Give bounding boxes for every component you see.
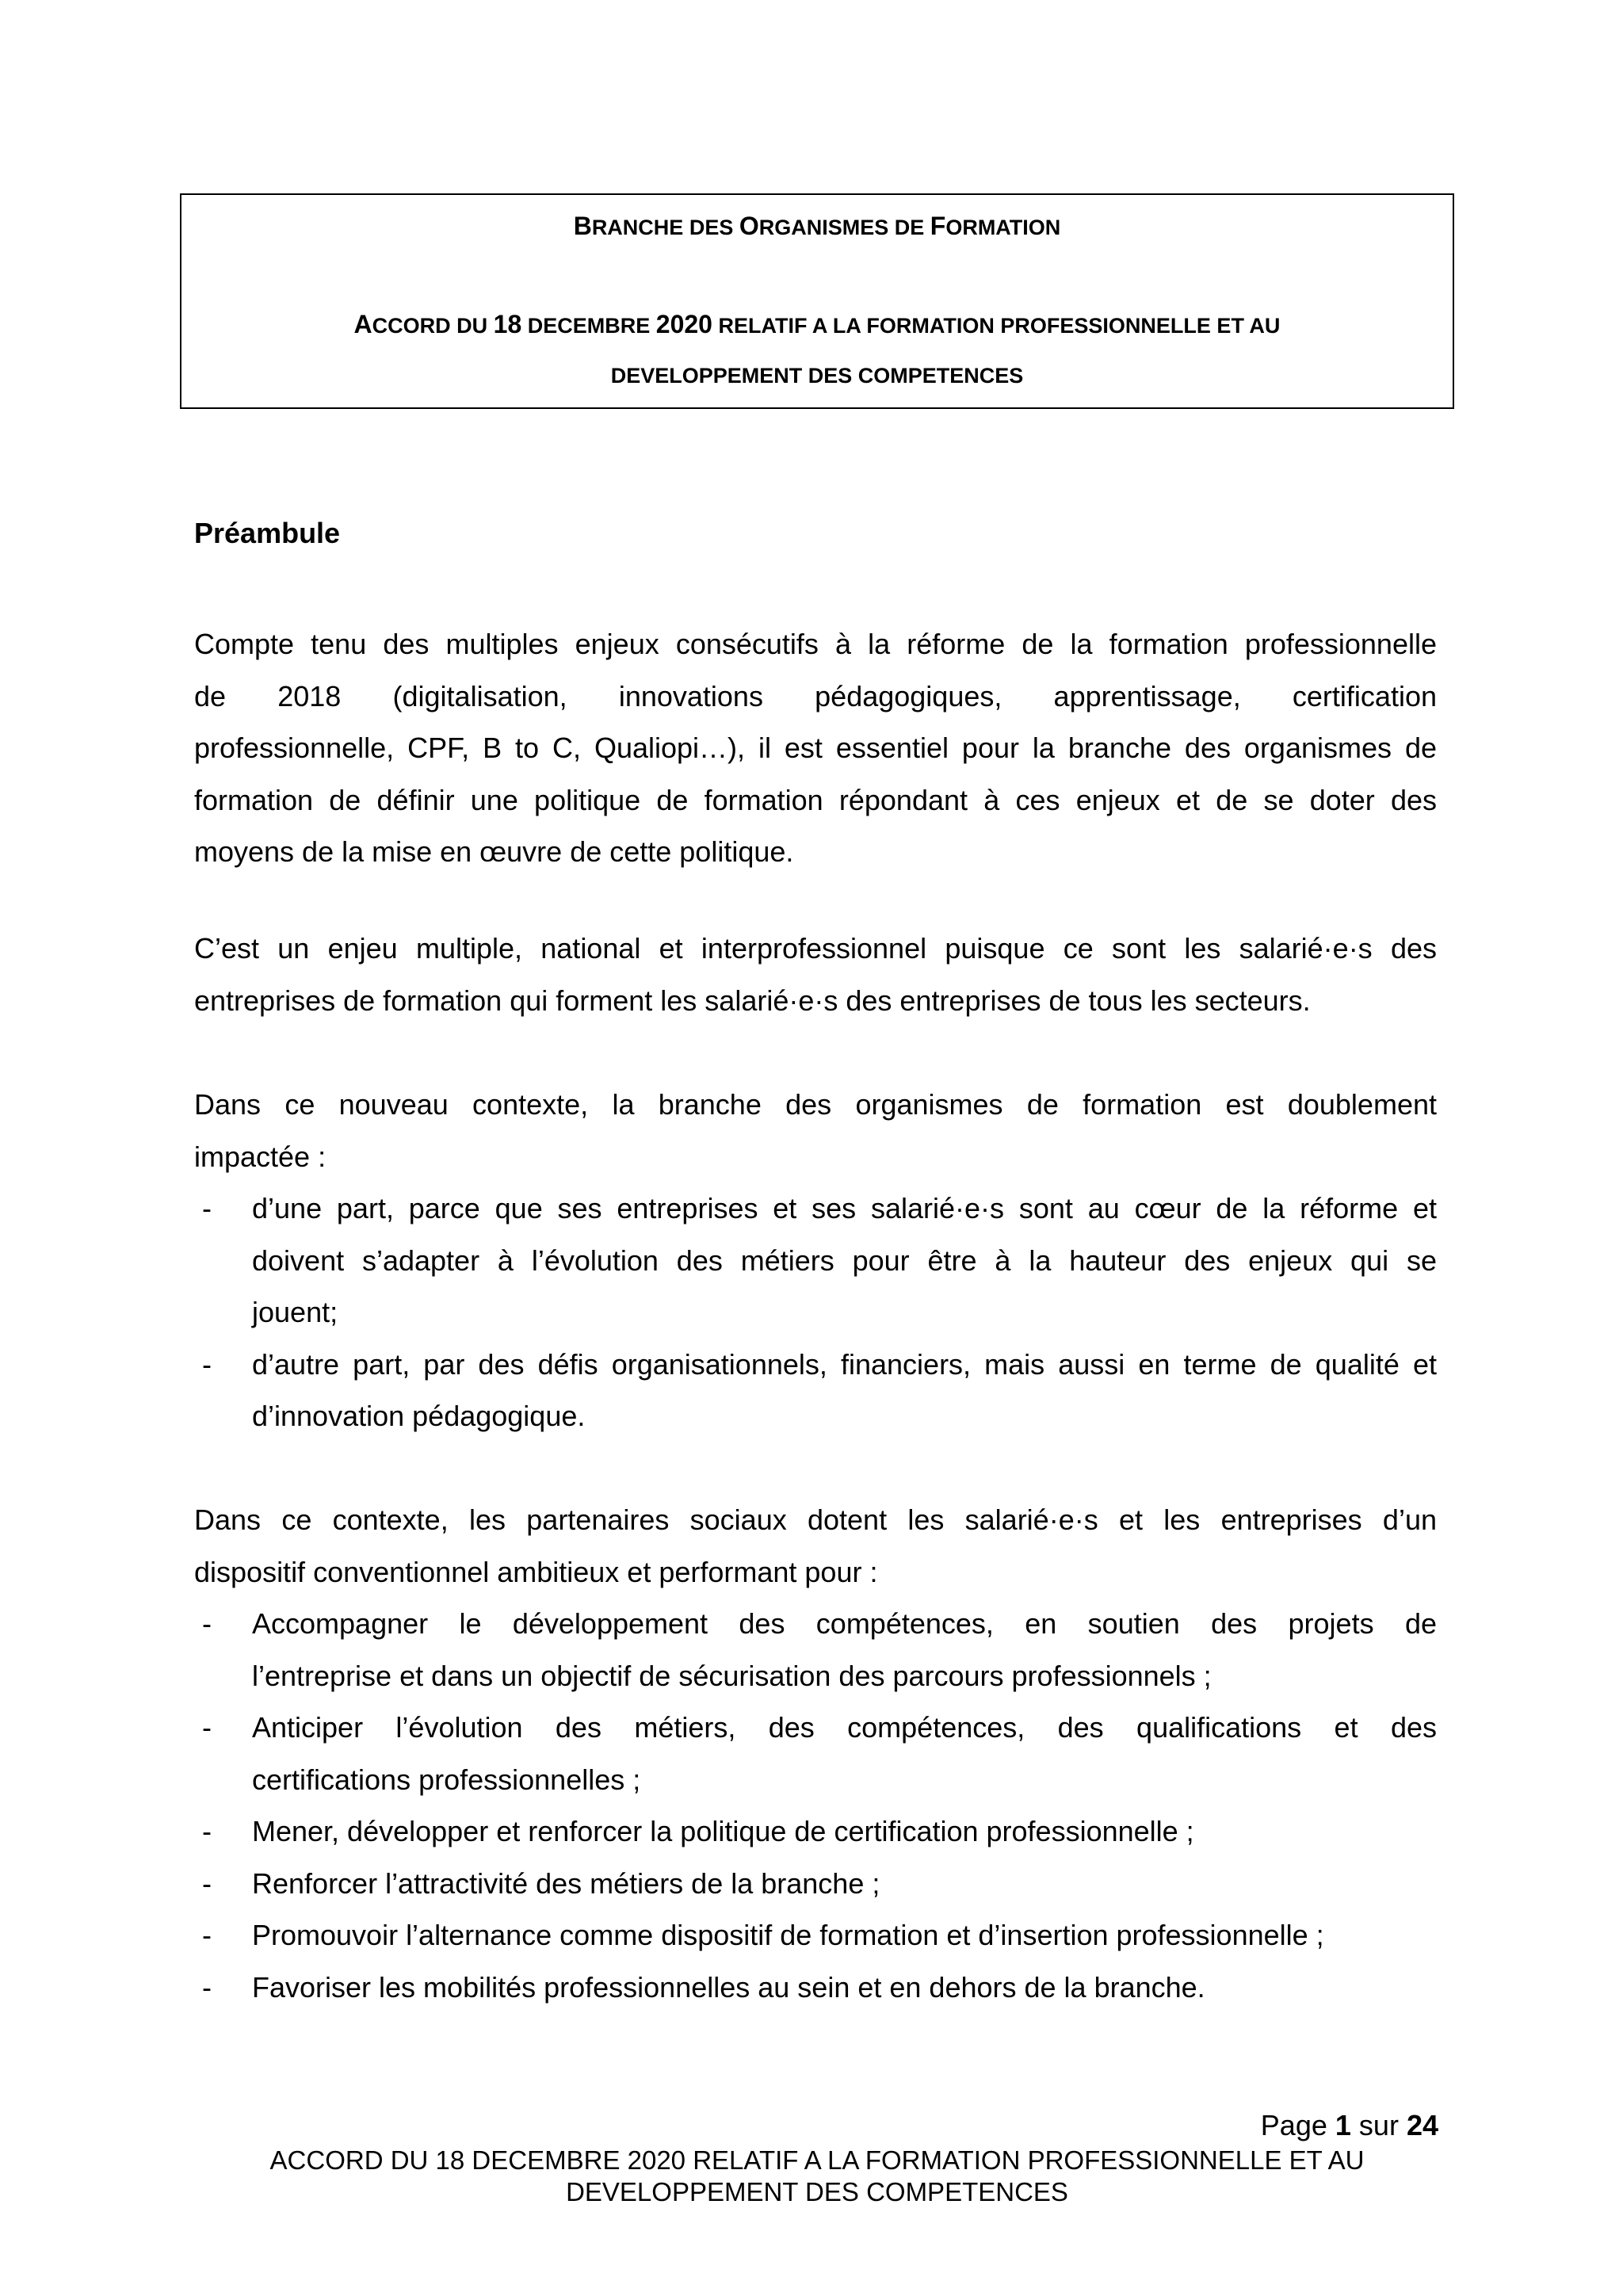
list-item — [194, 1962, 1437, 2014]
page-of-label: sur — [1358, 2109, 1399, 2141]
text-line: professionnelle, CPF, B to C, Qualiopi…), il est essentiel pour la branche des organismes de — [194, 732, 1437, 764]
text-line: formation de définir une politique de formation répondant à ces enjeux et de se doter des — [194, 783, 1437, 816]
paragraph-3 — [194, 1079, 1437, 1182]
list-item — [194, 1598, 1437, 1702]
agreement-title-part: CCORD DU — [372, 314, 494, 338]
branch-title-part: RANCHE DES — [591, 216, 739, 239]
objectives-list — [194, 1598, 1437, 2013]
branch-title-part: B — [573, 212, 592, 240]
text-line: Promouvoir l’alternance comme dispositif de formation et d’insertion professionnelle ; — [252, 1919, 1324, 1951]
text-line: certifications professionnelles ; — [252, 1763, 641, 1796]
text-line: d’autre part, par des défis organisationnels, financiers, mais aussi en terme de qualité et — [252, 1347, 1437, 1381]
agreement-title-line1 — [181, 300, 1453, 354]
text-line: Anticiper l’évolution des métiers, des compétences, des qualifications et des — [252, 1711, 1437, 1744]
list-dash: - — [202, 1815, 212, 1847]
agreement-title-part: DECEMBRE — [521, 314, 656, 338]
branch-title-part: RGANISMES DE — [758, 216, 930, 239]
section-heading-preambule: Préambule — [194, 517, 341, 549]
text-line: l’entreprise et dans un objectif de sécurisation des parcours professionnels ; — [252, 1659, 1212, 1692]
paragraph-2 — [194, 923, 1437, 1026]
paragraph-4 — [194, 1494, 1437, 1598]
list-dash: - — [202, 1347, 212, 1381]
list-dash: - — [202, 1919, 212, 1951]
agreement-title-part: A — [353, 310, 372, 338]
branch-title — [181, 201, 1453, 256]
list-dash: - — [202, 1192, 212, 1224]
text-line: d’une part, parce que ses entreprises et ses salarié·e·s sont au cœur de la réforme et — [252, 1192, 1437, 1224]
text-line: Dans ce contexte, les partenaires sociaux dotent les salarié·e·s et les entreprises d’un — [194, 1503, 1437, 1536]
footer-line: ACCORD DU 18 DECEMBRE 2020 RELATIF A LA FORMATION PROFESSIONNELLE ET AU — [269, 2145, 1365, 2175]
text-line: jouent; — [252, 1296, 338, 1328]
agreement-title-part: 18 — [493, 310, 522, 338]
list-dash: - — [202, 1970, 212, 2004]
text-line: dispositif conventionnel ambitieux et performant pour : — [194, 1555, 878, 1588]
list-dash: - — [202, 1866, 212, 1900]
page-current: 1 — [1335, 2109, 1351, 2141]
text-line: d’innovation pédagogique. — [252, 1400, 586, 1432]
list-item — [194, 1182, 1437, 1339]
list-item — [194, 1702, 1437, 1805]
list-item — [194, 1339, 1437, 1442]
text-line: Mener, développer et renforcer la politique de certification professionnelle ; — [252, 1815, 1194, 1847]
agreement-title-part: 2020 — [655, 310, 712, 338]
text-line: doivent s’adapter à l’évolution des métiers pour être à la hauteur des enjeux qui se — [252, 1244, 1437, 1277]
list-item — [194, 1805, 1437, 1858]
page-total: 24 — [1406, 2109, 1438, 2141]
text-line: Dans ce nouveau contexte, la branche des organismes de formation est doublement — [194, 1088, 1437, 1121]
paragraph-1 — [194, 618, 1437, 878]
text-line: impactée : — [194, 1140, 327, 1173]
branch-title-part: F — [930, 212, 946, 240]
branch-title-part: O — [739, 212, 759, 240]
list-dash: - — [202, 1711, 212, 1744]
agreement-title-part: RELATIF A LA FORMATION PROFESSIONNELLE ET AU — [712, 314, 1281, 338]
page-number — [1261, 2108, 1438, 2143]
agreement-title-line2: DEVELOPPEMENT DES COMPETENCES — [610, 364, 1024, 388]
branch-title-part: ORMATION — [945, 216, 1061, 239]
text-line: de 2018 (digitalisation, innovations pédagogiques, apprentissage, certification — [194, 679, 1437, 712]
text-line: moyens de la mise en œuvre de cette politique. — [194, 835, 794, 868]
impact-list — [194, 1182, 1437, 1442]
text-line: Renforcer l’attractivité des métiers de la branche ; — [252, 1866, 880, 1900]
document-title-box — [180, 193, 1454, 409]
text-line: Accompagner le développement des compétences, en soutien des projets de — [252, 1607, 1437, 1640]
page-footer — [180, 2145, 1454, 2208]
list-item — [194, 1909, 1437, 1962]
text-line: Favoriser les mobilités professionnelles au sein et en dehors de la branche. — [252, 1970, 1205, 2004]
text-line: entreprises de formation qui forment les salarié·e·s des entreprises de tous les secteurs. — [194, 984, 1311, 1017]
list-dash: - — [202, 1607, 212, 1640]
text-line: Compte tenu des multiples enjeux consécutifs à la réforme de la formation professionnelle — [194, 628, 1437, 660]
page-label: Page — [1260, 2109, 1327, 2141]
footer-line: DEVELOPPEMENT DES COMPETENCES — [566, 2177, 1068, 2206]
text-line: C’est un enjeu multiple, national et interprofessionnel puisque ce sont les salarié·e·s des — [194, 932, 1437, 965]
list-item — [194, 1858, 1437, 1910]
